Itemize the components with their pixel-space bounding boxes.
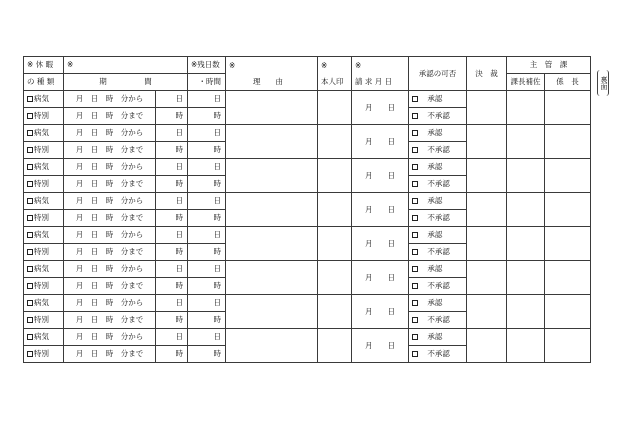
decision-cell[interactable] — [467, 159, 507, 193]
decision-cell[interactable] — [467, 261, 507, 295]
disapprove-option[interactable]: 不承認 — [409, 210, 467, 227]
period-to-hours[interactable]: 時 — [156, 312, 188, 329]
period-from[interactable]: 月 日 時 分から — [64, 295, 156, 312]
leave-type-special[interactable]: 特別 — [24, 312, 64, 329]
decision-cell[interactable] — [467, 193, 507, 227]
decision-cell[interactable] — [467, 227, 507, 261]
leave-type-sick[interactable]: 病気 — [24, 261, 64, 278]
checkbox-icon[interactable] — [412, 198, 418, 204]
remaining-header-bottom: ・時間 — [188, 74, 226, 91]
chief-cell[interactable] — [545, 91, 591, 125]
period-from-days[interactable]: 日 — [156, 125, 188, 142]
disapprove-option[interactable]: 不承認 — [409, 312, 467, 329]
period-from[interactable]: 月 日 時 分から — [64, 329, 156, 346]
checkbox-icon[interactable] — [27, 181, 33, 187]
assistant-chief-cell[interactable] — [507, 227, 545, 261]
assistant-chief-cell[interactable] — [507, 125, 545, 159]
remaining-days[interactable]: 日 — [188, 329, 226, 346]
leave-type-sick[interactable]: 病気 — [24, 125, 64, 142]
period-to-hours[interactable]: 時 — [156, 346, 188, 363]
checkbox-icon[interactable] — [27, 334, 33, 340]
request-date-cell[interactable]: 月 日 — [352, 91, 409, 125]
period-to[interactable]: 月 日 時 分まで — [64, 176, 156, 193]
period-from[interactable]: 月 日 時 分から — [64, 159, 156, 176]
period-to[interactable]: 月 日 時 分まで — [64, 278, 156, 295]
leave-type-special[interactable]: 特別 — [24, 244, 64, 261]
remaining-days[interactable]: 日 — [188, 125, 226, 142]
leave-type-sick[interactable]: 病気 — [24, 329, 64, 346]
checkbox-icon[interactable] — [27, 317, 33, 323]
checkbox-icon[interactable] — [412, 96, 418, 102]
request-date-cell[interactable]: 月 日 — [352, 193, 409, 227]
checkbox-icon[interactable] — [27, 164, 33, 170]
period-to[interactable]: 月 日 時 分まで — [64, 244, 156, 261]
checkbox-icon[interactable] — [412, 317, 418, 323]
remaining-hours[interactable]: 時 — [188, 346, 226, 363]
decision-cell[interactable] — [467, 329, 507, 363]
approve-option[interactable]: 承認 — [409, 295, 467, 312]
remaining-hours[interactable]: 時 — [188, 210, 226, 227]
remaining-days[interactable]: 日 — [188, 261, 226, 278]
remaining-hours[interactable]: 時 — [188, 176, 226, 193]
period-to[interactable]: 月 日 時 分まで — [64, 108, 156, 125]
remaining-days[interactable]: 日 — [188, 159, 226, 176]
period-to[interactable]: 月 日 時 分まで — [64, 142, 156, 159]
period-to-hours[interactable]: 時 — [156, 278, 188, 295]
disapprove-option[interactable]: 不承認 — [409, 108, 467, 125]
chief-cell[interactable] — [545, 261, 591, 295]
chief-cell[interactable] — [545, 227, 591, 261]
seal-cell[interactable] — [318, 295, 352, 329]
reason-cell[interactable] — [226, 91, 318, 125]
dept-header: 主 管 課 — [507, 57, 591, 74]
leave-type-special[interactable]: 特別 — [24, 176, 64, 193]
dept-sub-header-assistant-chief: 課長補佐 — [507, 74, 545, 91]
period-from[interactable]: 月 日 時 分から — [64, 261, 156, 278]
remaining-hours[interactable]: 時 — [188, 142, 226, 159]
checkbox-icon[interactable] — [412, 334, 418, 340]
chief-cell[interactable] — [545, 125, 591, 159]
reason-cell[interactable] — [226, 329, 318, 363]
checkbox-icon[interactable] — [27, 130, 33, 136]
leave-request-form — [23, 56, 591, 363]
checkbox-icon[interactable] — [27, 147, 33, 153]
request-date-cell[interactable]: 月 日 — [352, 329, 409, 363]
checkbox-icon[interactable] — [27, 232, 33, 238]
period-from-days[interactable]: 日 — [156, 295, 188, 312]
leave-type-sick[interactable]: 病気 — [24, 295, 64, 312]
leave-type-special[interactable]: 特別 — [24, 346, 64, 363]
disapprove-option[interactable]: 不承認 — [409, 244, 467, 261]
leave-type-sick[interactable]: 病気 — [24, 91, 64, 108]
approve-option[interactable]: 承認 — [409, 329, 467, 346]
decision-cell[interactable] — [467, 91, 507, 125]
reason-cell[interactable] — [226, 193, 318, 227]
period-from-days[interactable]: 日 — [156, 193, 188, 210]
period-to[interactable]: 月 日 時 分まで — [64, 346, 156, 363]
chief-cell[interactable] — [545, 159, 591, 193]
period-header-mark: ※ — [64, 57, 188, 74]
checkbox-icon[interactable] — [412, 266, 418, 272]
leave-type-sick[interactable]: 病気 — [24, 159, 64, 176]
checkbox-icon[interactable] — [412, 283, 418, 289]
remaining-days[interactable]: 日 — [188, 91, 226, 108]
assistant-chief-cell[interactable] — [507, 91, 545, 125]
remaining-days[interactable]: 日 — [188, 193, 226, 210]
remaining-header: ※残日数 — [188, 57, 226, 74]
assistant-chief-cell[interactable] — [507, 159, 545, 193]
checkbox-icon[interactable] — [27, 96, 33, 102]
seal-cell[interactable] — [318, 125, 352, 159]
type-header-bottom: の 種 類 — [24, 74, 64, 91]
period-to-hours[interactable]: 時 — [156, 244, 188, 261]
request-date-cell[interactable]: 月 日 — [352, 261, 409, 295]
leave-type-sick[interactable]: 病気 — [24, 227, 64, 244]
period-from-days[interactable]: 日 — [156, 261, 188, 278]
leave-type-special[interactable]: 特別 — [24, 108, 64, 125]
type-header: ※ 休 暇 — [24, 57, 64, 74]
checkbox-icon[interactable] — [412, 130, 418, 136]
leave-type-special[interactable]: 特別 — [24, 278, 64, 295]
remaining-days[interactable]: 日 — [188, 227, 226, 244]
checkbox-icon[interactable] — [412, 215, 418, 221]
checkbox-icon[interactable] — [27, 198, 33, 204]
period-from[interactable]: 月 日 時 分から — [64, 125, 156, 142]
checkbox-icon[interactable] — [27, 300, 33, 306]
period-to-hours[interactable]: 時 — [156, 142, 188, 159]
checkbox-icon[interactable] — [27, 249, 33, 255]
checkbox-icon[interactable] — [27, 266, 33, 272]
disapprove-option[interactable]: 不承認 — [409, 142, 467, 159]
checkbox-icon[interactable] — [412, 351, 418, 357]
checkbox-icon[interactable] — [412, 300, 418, 306]
seal-cell[interactable] — [318, 159, 352, 193]
assistant-chief-cell[interactable] — [507, 193, 545, 227]
checkbox-icon[interactable] — [27, 351, 33, 357]
remaining-hours[interactable]: 時 — [188, 108, 226, 125]
checkbox-icon[interactable] — [27, 215, 33, 221]
approve-option[interactable]: 承認 — [409, 159, 467, 176]
leave-type-special[interactable]: 特別 — [24, 142, 64, 159]
checkbox-icon[interactable] — [412, 113, 418, 119]
seal-header: ※ 本人印 — [318, 57, 352, 91]
checkbox-icon[interactable] — [412, 232, 418, 238]
remaining-hours[interactable]: 時 — [188, 312, 226, 329]
remaining-hours[interactable]: 時 — [188, 278, 226, 295]
checkbox-icon[interactable] — [27, 113, 33, 119]
period-to-hours[interactable]: 時 — [156, 210, 188, 227]
checkbox-icon[interactable] — [412, 147, 418, 153]
assistant-chief-cell[interactable] — [507, 329, 545, 363]
request-date-cell[interactable]: 月 日 — [352, 227, 409, 261]
checkbox-icon[interactable] — [27, 283, 33, 289]
decision-header: 決 裁 — [467, 57, 507, 91]
remaining-days[interactable]: 日 — [188, 295, 226, 312]
period-to[interactable]: 月 日 時 分まで — [64, 210, 156, 227]
reason-cell[interactable] — [226, 261, 318, 295]
approval-header: 承認の可否 — [409, 57, 467, 91]
period-from-days[interactable]: 日 — [156, 91, 188, 108]
approve-option[interactable]: 承認 — [409, 227, 467, 244]
disapprove-option[interactable]: 不承認 — [409, 346, 467, 363]
leave-type-special[interactable]: 特別 — [24, 210, 64, 227]
checkbox-icon[interactable] — [412, 249, 418, 255]
disapprove-option[interactable]: 不承認 — [409, 278, 467, 295]
period-from-days[interactable]: 日 — [156, 159, 188, 176]
seal-cell[interactable] — [318, 91, 352, 125]
period-header: 期 間 — [64, 74, 188, 91]
approve-option[interactable]: 承認 — [409, 125, 467, 142]
decision-cell[interactable] — [467, 125, 507, 159]
approve-option[interactable]: 承認 — [409, 91, 467, 108]
reason-header: ※ 理 由 — [226, 57, 318, 91]
checkbox-icon[interactable] — [412, 181, 418, 187]
period-from-days[interactable]: 日 — [156, 329, 188, 346]
period-to[interactable]: 月 日 時 分まで — [64, 312, 156, 329]
chief-cell[interactable] — [545, 193, 591, 227]
assistant-chief-cell[interactable] — [507, 261, 545, 295]
leave-type-sick[interactable]: 病気 — [24, 193, 64, 210]
period-from[interactable]: 月 日 時 分から — [64, 227, 156, 244]
disapprove-option[interactable]: 不承認 — [409, 176, 467, 193]
chief-cell[interactable] — [545, 329, 591, 363]
seal-cell[interactable] — [318, 193, 352, 227]
reason-cell[interactable] — [226, 295, 318, 329]
period-to-hours[interactable]: 時 — [156, 108, 188, 125]
seal-cell[interactable] — [318, 261, 352, 295]
decision-cell[interactable] — [467, 295, 507, 329]
remaining-hours[interactable]: 時 — [188, 244, 226, 261]
chief-cell[interactable] — [545, 295, 591, 329]
seal-cell[interactable] — [318, 227, 352, 261]
dept-sub-header-chief: 係 長 — [545, 74, 591, 91]
approve-option[interactable]: 承認 — [409, 193, 467, 210]
reason-cell[interactable] — [226, 227, 318, 261]
request-date-header: ※ 請 求 月 日 — [352, 57, 409, 91]
period-from-days[interactable]: 日 — [156, 227, 188, 244]
reverse-side-note: 裏面 — [597, 70, 609, 96]
period-to-hours[interactable]: 時 — [156, 176, 188, 193]
seal-cell[interactable] — [318, 329, 352, 363]
reason-cell[interactable] — [226, 159, 318, 193]
assistant-chief-cell[interactable] — [507, 295, 545, 329]
approve-option[interactable]: 承認 — [409, 261, 467, 278]
period-from[interactable]: 月 日 時 分から — [64, 193, 156, 210]
request-date-cell[interactable]: 月 日 — [352, 159, 409, 193]
period-from[interactable]: 月 日 時 分から — [64, 91, 156, 108]
request-date-cell[interactable]: 月 日 — [352, 295, 409, 329]
checkbox-icon[interactable] — [412, 164, 418, 170]
reason-cell[interactable] — [226, 125, 318, 159]
request-date-cell[interactable]: 月 日 — [352, 125, 409, 159]
